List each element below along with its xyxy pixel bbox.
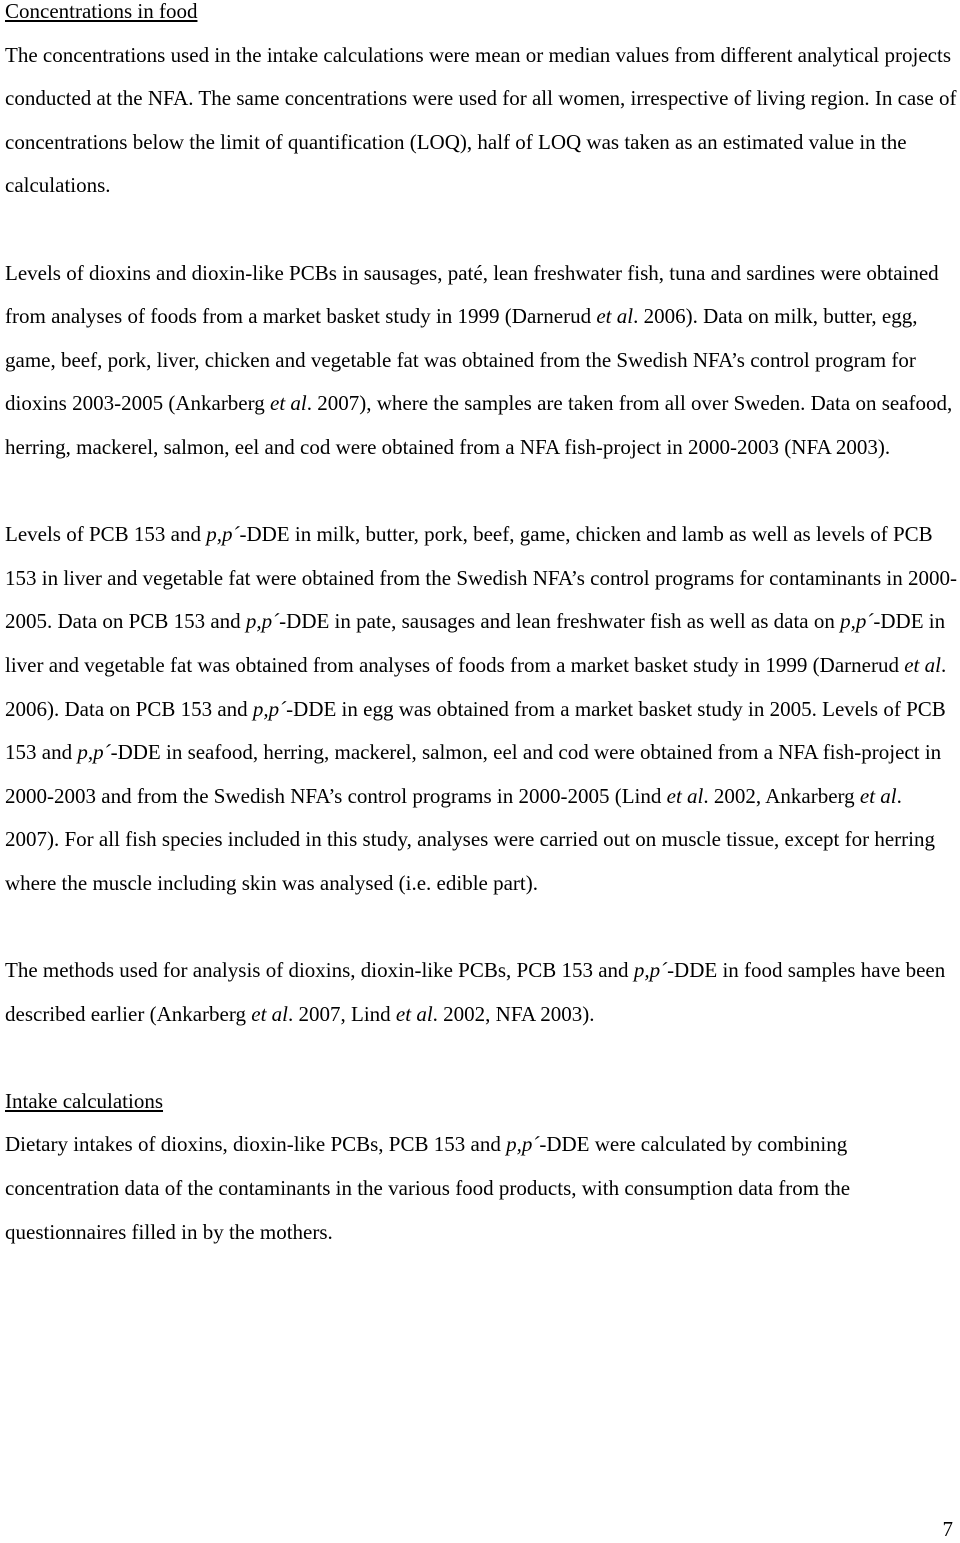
page-number: 7 xyxy=(942,1517,953,1541)
document-page xyxy=(5,0,957,1254)
section-heading-intake: Intake calculations xyxy=(5,1088,164,1113)
paragraph-analysis-methods: The methods used for analysis of dioxins, dioxin-like PCBs, PCB 153 and p,p´-DDE in food samples have been described earlier (Ankarberg et al. 2007, Lind et al. 2002, NFA 2003). xyxy=(5,958,946,1026)
paragraph-pcb153-levels: Levels of PCB 153 and p,p´-DDE in milk, butter, pork, beef, game, chicken and lamb as well as levels of PCB 153 in liver and vegetable fat were obtained from the Swedish NFA’s control programs for contaminants in 2000-2005. Data on PCB 153 and p,p´-DDE in pate, sausages and lean freshwater fish as well as data on p,p´-DDE in liver and vegetable fat was obtained from analyses of foods from a market basket study in 1999 (Darnerud et al. 2006). Data on PCB 153 and p,p´-DDE in egg was obtained from a market basket study in 2005. Levels of PCB 153 and p,p´-DDE in seafood, herring, mackerel, salmon, eel and cod were obtained from a NFA fish-project in 2000-2003 and from the Swedish NFA’s control programs in 2000-2005 (Lind et al. 2002, Ankarberg et al. 2007). For all fish species included in this study, analyses were carried out on muscle tissue, except for herring where the muscle including skin was analysed (i.e. edible part). xyxy=(5,522,957,895)
paragraph-dioxin-levels: Levels of dioxins and dioxin-like PCBs in sausages, paté, lean freshwater fish, tuna and sardines were obtained from analyses of foods from a market basket study in 1999 (Darnerud et al. 2006). Data on milk, butter, egg, game, beef, pork, liver, chicken and vegetable fat was obtained from the Swedish NFA’s control program for dioxins 2003-2005 (Ankarberg et al. 2007), where the samples are taken from all over Sweden. Data on seafood, herring, mackerel, salmon, eel and cod were obtained from a NFA fish-project in 2000-2003 (NFA 2003). xyxy=(5,260,953,459)
section-heading-concentrations: Concentrations in food xyxy=(5,0,198,23)
paragraph-concentrations-intro: The concentrations used in the intake calculations were mean or median values from different analytical projects conducted at the NFA. The same concentrations were used for all women, irrespective of living region. In case of concentrations below the limit of quantification (LOQ), half of LOQ was taken as an estimated value in the calculations. xyxy=(5,42,957,198)
paragraph-intake-calculations: Dietary intakes of dioxins, dioxin-like PCBs, PCB 153 and p,p´-DDE were calculated by combining concentration data of the contaminants in the various food products, with consumption data from the questionnaires filled in by the mothers. xyxy=(5,1132,851,1244)
